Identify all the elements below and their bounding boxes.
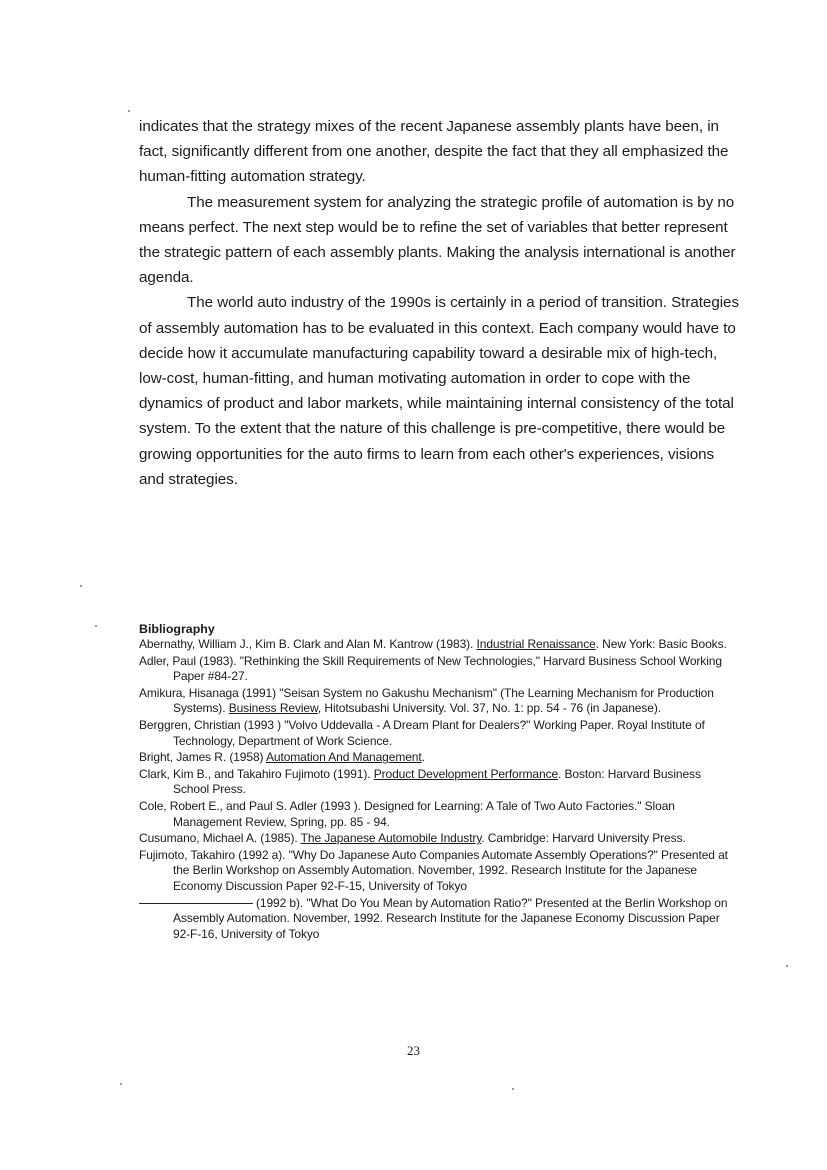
entry-text: Amikura, Hisanaga (1991) "Seisan System no Gakushu Mechanism" (The Learning Mechanism for Production Systems). (139, 685, 714, 716)
bibliography-entry (139, 637, 739, 653)
bibliography-entry (139, 799, 739, 830)
bibliography-entry (139, 686, 739, 717)
entry-text: Berggren, Christian (1993 ) "Volvo Uddevalla - A Dream Plant for Dealers?" Working Paper. Royal Institute of Technology, Department of Work Science. (139, 717, 705, 748)
bibliography-entry (139, 896, 739, 943)
entry-text: Bright, James R. (1958) (139, 750, 266, 765)
entry-text: Cole, Robert E., and Paul S. Adler (1993 ). Designed for Learning: A Tale of Two Auto Factories." Sloan Management Review, Spring, pp. 85 - 94. (139, 798, 675, 829)
bibliography-entry (139, 718, 739, 749)
scan-speck (80, 585, 82, 587)
entry-text: Abernathy, William J., Kim B. Clark and Alan M. Kantrow (1983). (139, 637, 477, 651)
scan-speck (786, 965, 788, 967)
entry-title-underlined: Business Review (228, 701, 318, 716)
entry-title-underlined: Product Development Performance (373, 766, 559, 781)
entry-title-underlined: Automation And Management (266, 750, 422, 765)
entry-title-underlined: The Japanese Automobile Industry (300, 831, 482, 846)
entry-title-underlined: Industrial Renaissance (476, 637, 596, 651)
bibliography-entry (139, 654, 739, 685)
bibliography-heading: Bibliography (139, 622, 215, 636)
entry-text: Cusumano, Michael A. (1985). (139, 831, 301, 846)
entry-text: Fujimoto, Takahiro (1992 a). "Why Do Japanese Auto Companies Automate Assembly Operations?" Presented at the Berlin Workshop on Assembly Automation. November, 1992. Research Institute for the Japanese Economy Discussion Paper 92-F-15, University of Tokyo (139, 847, 728, 893)
bibliography-entry (139, 831, 739, 847)
scan-speck (95, 625, 97, 627)
entry-text: . (421, 750, 425, 765)
bibliography-entry (139, 750, 739, 766)
scan-speck (512, 1088, 514, 1090)
bibliography-entry (139, 848, 739, 895)
entry-text: . New York: Basic Books. (595, 637, 727, 651)
page-number: 23 (407, 1043, 420, 1058)
paragraph: The world auto industry of the 1990s is certainly in a period of transition. Strategies of assembly automation has to be evaluated in this context. Each company would have to decide how it accumulate manufacturing capability toward a desirable mix of high-tech, low-cost, human-fitting, and human motivating automation in order to cope with the dynamics of product and labor markets, while maintaining internal consistency of the total system. To the extent that the nature of this challenge is pre-competitive, there would be growing opportunities for the auto firms to learn from each other's experiences, visions and strategies. (139, 294, 739, 488)
paragraph: indicates that the strategy mixes of the recent Japanese assembly plants have been, in fact, significantly different from one another, despite the fact that they all emphasized the human-fitting automation strategy. (139, 118, 729, 186)
bibliography-list (139, 637, 739, 942)
entry-text: . Boston: Harvard Business School Press. (173, 766, 701, 797)
body-text (139, 114, 739, 492)
scan-speck (120, 1083, 122, 1085)
entry-text: , Hitotsubashi University. Vol. 37, No. 1: pp. 54 - 76 (in Japanese). (317, 701, 661, 716)
paragraph: The measurement system for analyzing the strategic profile of automation is by no means perfect. The next step would be to refine the set of variables that better represent the strategic pattern of each assembly plants. Making the analysis international is another agenda. (139, 193, 736, 287)
bibliography-entry (139, 767, 739, 798)
bibliography-section (139, 621, 739, 943)
entry-text: Clark, Kim B., and Takahiro Fujimoto (1991). (139, 766, 374, 781)
entry-text: Adler, Paul (1983). "Rethinking the Skill Requirements of New Technologies," Harvard Business School Working Paper #84-27. (139, 653, 722, 684)
entry-text: . Cambridge: Harvard University Press. (481, 831, 686, 846)
scan-speck (128, 110, 130, 112)
ditto-dash-line (139, 902, 253, 904)
entry-text: (1992 b). "What Do You Mean by Automation Ratio?" Presented at the Berlin Workshop on Assembly Automation. November, 1992. Research Institute for the Japanese Economy Discussion Paper 92-F-16, University of Tokyo (173, 895, 728, 941)
